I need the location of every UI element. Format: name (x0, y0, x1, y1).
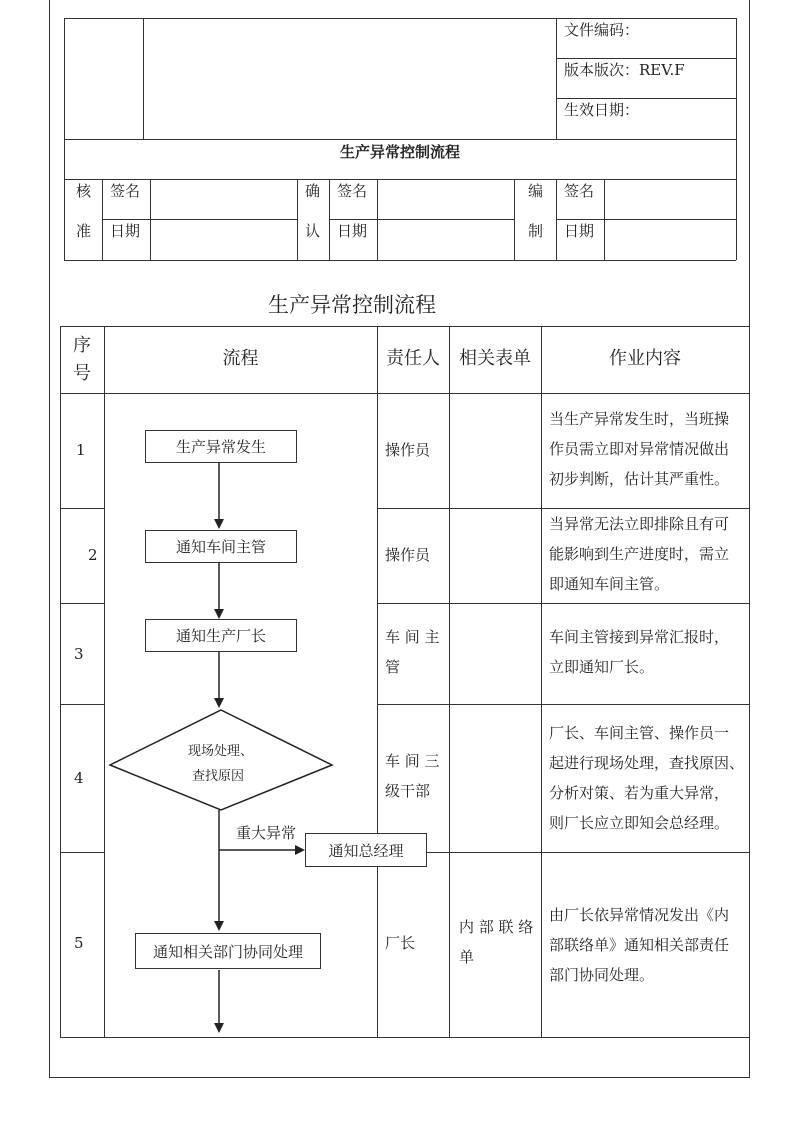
confirm-label-2: 认 (305, 222, 321, 240)
content-3-line-1: 车间主管接到异常汇报时， (549, 628, 730, 646)
flow-branch-box: 通知总经理 (305, 833, 427, 867)
owner-5: 厂长 (385, 934, 416, 952)
col-content: 作业内容 (609, 348, 681, 369)
content-3-line-2: 立即通知厂长。 (549, 658, 655, 676)
content-4-line-4: 则厂长应立即知会总经理。 (549, 814, 730, 832)
confirm-sign-label: 签名 (337, 182, 368, 200)
flow-step-5: 通知相关部门协同处理 (135, 933, 321, 969)
content-2-line-3: 即通知车间主管。 (549, 575, 670, 593)
page-title: 生产异常控制流程 (268, 293, 436, 317)
forms-5-line-2: 单 (459, 948, 475, 966)
content-5-line-2: 部联络单》通知相关部责任 (549, 936, 730, 954)
doc-title: 生产异常控制流程 (339, 143, 460, 161)
seq-2: 2 (88, 546, 98, 564)
decision-line-1: 现场处理、 (188, 744, 254, 759)
prepare-label-1: 编 (528, 182, 544, 200)
approve-date-label: 日期 (110, 222, 141, 240)
approve-label-1: 核 (76, 182, 92, 200)
owner-4-line-2: 级干部 (385, 782, 431, 800)
col-seq-1: 序 (73, 335, 91, 356)
content-4-line-2: 起进行现场处理，查找原因、 (549, 754, 745, 772)
content-5-line-3: 部门协同处理。 (549, 966, 655, 984)
forms-5-line-1: 内 部 联 络 (459, 918, 534, 936)
owner-1: 操作员 (385, 441, 431, 459)
content-1-line-3: 初步判断，估计其严重性。 (549, 470, 730, 488)
confirm-label-1: 确 (305, 182, 321, 200)
effective-date-label: 生效日期： (564, 101, 640, 119)
prepare-label-2: 制 (528, 222, 544, 240)
owner-4-line-1: 车 间 三 (385, 752, 440, 770)
owner-2: 操作员 (385, 546, 431, 564)
file-code-label: 文件编码： (564, 21, 640, 39)
flow-step-2: 通知车间主管 (145, 530, 297, 563)
seq-5: 5 (74, 934, 84, 952)
col-flow: 流程 (222, 348, 259, 369)
decision-line-2: 查找原因 (192, 769, 245, 784)
content-5-line-1: 由厂长依异常情况发出《内 (549, 906, 730, 924)
approve-sign-label: 签名 (110, 182, 141, 200)
content-4-line-1: 厂长、车间主管、操作员一 (549, 724, 730, 742)
owner-3-line-2: 管 (385, 658, 401, 676)
content-1-line-1: 当生产异常发生时，当班操 (549, 410, 730, 428)
content-2-line-1: 当异常无法立即排除且有可 (549, 515, 730, 533)
owner-3-line-1: 车 间 主 (385, 628, 440, 646)
content-4-line-3: 分析对策、若为重大异常， (549, 784, 730, 802)
seq-3: 3 (74, 645, 84, 663)
prepare-sign-label: 签名 (564, 182, 595, 200)
col-seq-2: 号 (73, 363, 91, 384)
col-forms: 相关表单 (459, 348, 531, 369)
content-1-line-2: 作员需立即对异常情况做出 (549, 440, 730, 458)
seq-1: 1 (76, 441, 86, 459)
approve-label-2: 准 (76, 222, 92, 240)
flow-step-1: 生产异常发生 (145, 430, 297, 463)
branch-label: 重大异常 (236, 824, 297, 842)
prepare-date-label: 日期 (564, 222, 595, 240)
confirm-date-label: 日期 (337, 222, 368, 240)
col-owner: 责任人 (386, 348, 440, 369)
content-2-line-2: 能影响到生产进度时，需立 (549, 545, 730, 563)
flow-step-3: 通知生产厂长 (145, 619, 297, 652)
seq-4: 4 (74, 769, 84, 787)
revision-label: 版本版次：REV.F (564, 61, 685, 79)
